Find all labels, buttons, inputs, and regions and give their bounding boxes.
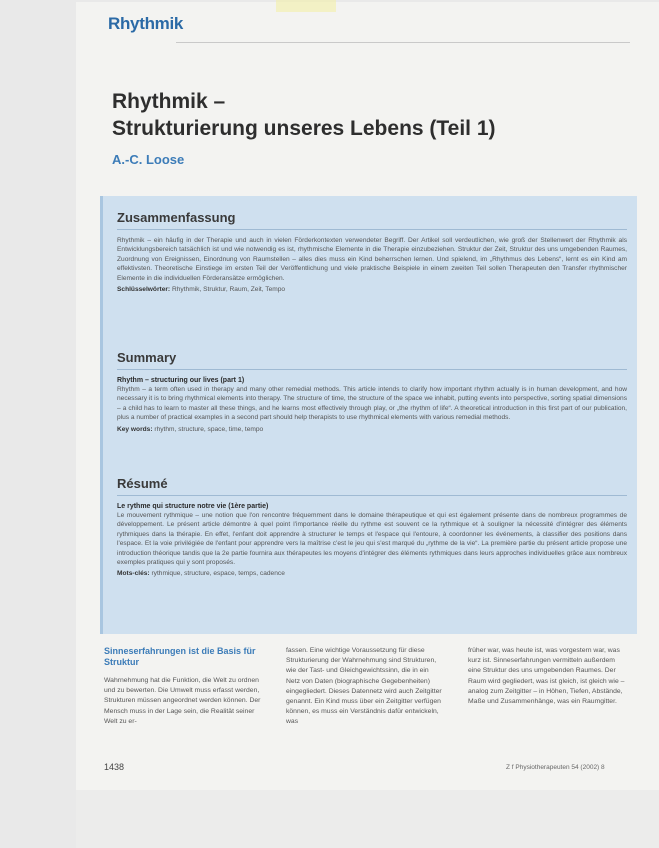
resume-subtitle: Le rythme qui structure notre vie (1ère partie)	[117, 503, 269, 510]
summary-subtitle: Rhythm – structuring our lives (part 1)	[117, 377, 245, 384]
body-column-1	[104, 646, 262, 727]
summary-keywords	[117, 425, 627, 435]
scan-margin	[76, 790, 659, 848]
zusammenfassung-section	[117, 210, 627, 295]
journal-reference: Z f Physiotherapeuten 54 (2002) 8	[506, 764, 605, 771]
article-title	[112, 88, 496, 142]
page-number: 1438	[104, 762, 125, 772]
resume-keywords	[117, 569, 627, 579]
zusammenfassung-keywords	[117, 285, 627, 295]
keywords-label: Key words:	[117, 425, 153, 433]
body-column-2	[286, 646, 444, 728]
body-subheading: Sinneserfahrungen ist die Basis für Struktur	[104, 646, 256, 667]
summary-text: Rhythm – a term often used in therapy and many other remedial methods. This article intends to clarify how important rhythm actually is in human development, and how necessary it is to bring rhythmical elements into therapy. The structure of time, the structure of the space we inhabit, putting events into perspective, sorting spatial dimensions – a child has to learn to master all these things, and he learns most effectively through play, or „the rhythm of life“. A theoretical introduction in this first part of our publication, plus a number of practical examples in a second part should help therapists to use rhythmical elements with various remedial methods.	[117, 386, 627, 422]
abstract-box	[100, 196, 637, 634]
section-rule	[117, 495, 627, 496]
body-text-2: fassen. Eine wichtige Voraussetzung für diese Strukturierung der Wahrnehmung sind Strukturen, wie der Tast- und Gleichgewichtssinn, die in ein Netz von Daten (biographische Gegebenheiten) eingegliedert. Dieses Datennetz wird auch Zeitgitter genannt. Ein Kind muss über ein Zeitgitter verfügen können, es muss ein Verständnis dafür entwickeln, was	[286, 647, 442, 726]
sticky-note-tab	[276, 0, 336, 12]
body-text-1: Wahrnehmung hat die Funktion, die Welt zu ordnen und zu bewerten. Die Umwelt muss erfasst werden, Strukturen müssen angeordnet werden können. Der Mensch muss in der Lage sein, die Realität seiner Welt zu er-	[104, 677, 261, 725]
section-rule	[117, 229, 627, 230]
keywords-value: Rhythmik, Struktur, Raum, Zeit, Tempo	[171, 286, 286, 294]
resume-section	[117, 476, 627, 579]
resume-heading: Résumé	[117, 476, 168, 491]
keywords-value: rhythm, structure, space, time, tempo	[154, 425, 264, 433]
zusammenfassung-heading: Zusammenfassung	[117, 210, 236, 225]
summary-heading: Summary	[117, 350, 177, 365]
header-rule	[176, 42, 630, 43]
body-column-3	[468, 646, 626, 707]
title-line-2: Strukturierung unseres Lebens (Teil 1)	[112, 117, 496, 140]
author: A.-C. Loose	[112, 152, 185, 167]
keywords-label: Schlüsselwörter:	[117, 286, 171, 294]
section-header: Rhythmik	[108, 14, 184, 33]
resume-text: Le mouvement rythmique – une notion que l'on rencontre fréquemment dans le domaine thérapeutique et qui est également présente dans de nombreux programmes de développement. Le présent article démontre à quel point l'importance réelle du rythme est souvent ce la rythmique et à souligner la nécessité d'intégrer des éléments rythmiques dans la thérapie. En effet, l'enfant doit apprendre à structurer le temps et l'espace qui l'entoure, à coordonner les événements, à classifier des positions dans l'espace. Et la voie privilégiée de l'enfant pour apprendre vers la maîtrise c'est le jeu qui s'est marqué du „rythme de la vie“. La première partie du présent article propose une introduction théorique tandis que la 2e partie fournira aux thérapeutes les moyens d'intégrer des éléments rythmiques dans leurs approches individuelles grâce aux nombreux exemples pratiques qui y sont proposés.	[117, 512, 627, 567]
title-line-1: Rhythmik –	[112, 90, 226, 113]
keywords-label: Mots-clés:	[117, 570, 150, 578]
body-text-3: früher war, was heute ist, was vorgestern war, was kurz ist. Sinneserfahrungen vermitteln außerdem eine Struktur des uns umgebenden Raumes. Der Raum wird gegliedert, was ist gleich, ist gleich wie – analog zum Zeitgitter – in Höhen, Tiefen, Abstände, Maße und Zusammenhänge, was ein Raumgitter.	[468, 647, 625, 706]
zusammenfassung-text: Rhythmik – ein häufig in der Therapie und auch in vielen Förderkontexten verwendeter Begriff. Der Artikel soll verdeutlichen, wie groß der Stellenwert der Rhythmik als Entwicklungsbereich tatsächlich ist und wie notwendig es ist, rhythmische Elemente in die Therapie einzubeziehen. Struktur der Zeit, Struktur des uns umgebenden Raumes, Zuordnung von Ereignissen, Einordnung von Raumstellen – alles dies muss ein Kind beherrschen lernen. Und spielend, im „Rhythmus des Lebens“, lernt es ein Kind am effektivsten. Theoretische Einstiege im ersten Teil der Veröffentlichung und viele praktische Beispiele in einem zweiten Teil sollen Therapeuten den Transfer rhythmischer Elemente in die individuellen Förderansätze ermöglichen.	[117, 237, 627, 282]
section-rule	[117, 369, 627, 370]
summary-section	[117, 350, 627, 435]
keywords-value: rythmique, structure, espace, temps, cadence	[151, 570, 285, 578]
